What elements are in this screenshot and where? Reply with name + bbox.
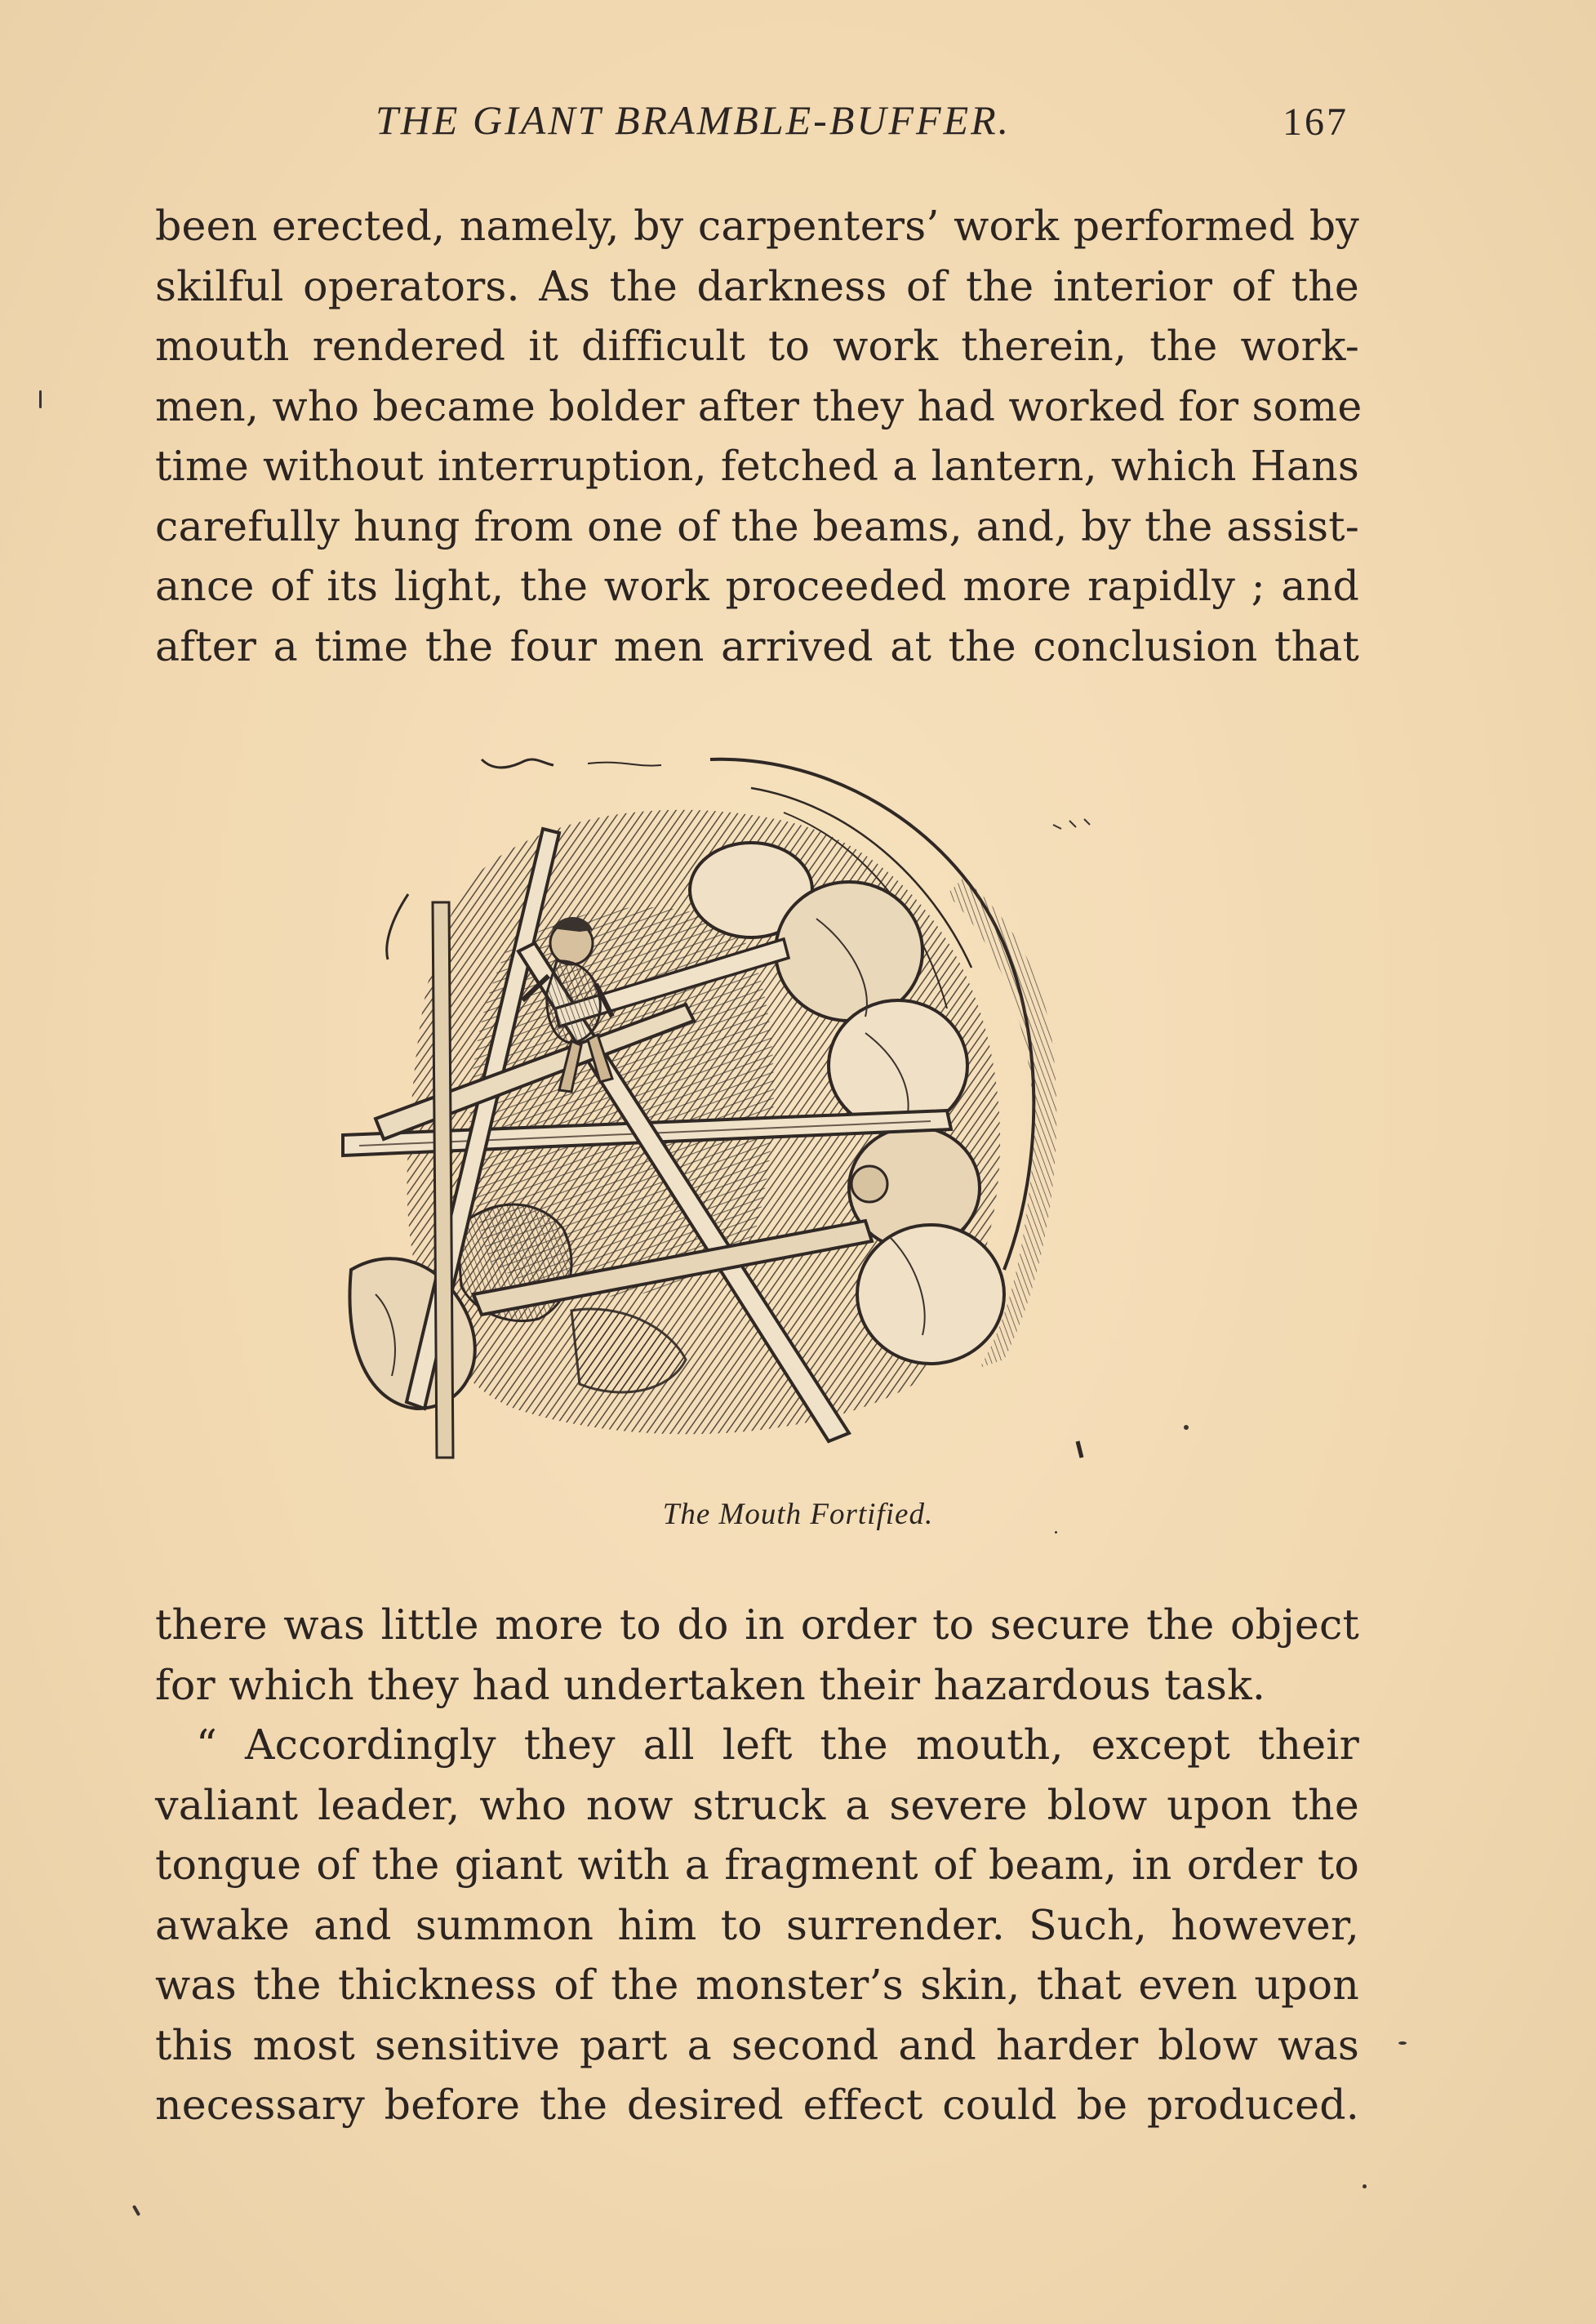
- paper-speck: [1398, 2041, 1407, 2045]
- text-line: mouth rendered it difficult to work therein, the work-: [155, 322, 1359, 370]
- mouth-fortified-engraving: [327, 739, 1167, 1498]
- text-line: was the thickness of the monster’s skin, that even upon: [155, 1961, 1359, 2009]
- paragraph-1: [155, 196, 1363, 676]
- paper-speck: [39, 390, 42, 408]
- text-line: after a time the four men arrived at the conclusion that: [155, 621, 1359, 670]
- paper-speck: [1184, 1425, 1189, 1430]
- page-number: 167: [1283, 100, 1349, 144]
- paper-speck: [1363, 2184, 1367, 2188]
- text-line: time without interruption, fetched a lantern, which Hans: [155, 442, 1359, 490]
- text-line: this most sensitive part a second and harder blow was: [155, 2020, 1359, 2069]
- text-line: skilful operators. As the darkness of the interior of the: [155, 261, 1359, 310]
- paragraph-2: [155, 1595, 1359, 1715]
- text-line: awake and summon him to surrender. Such, however,: [155, 1900, 1359, 1949]
- paragraph-3: [155, 1715, 1359, 2135]
- text-line: “ Accordingly they all left the mouth, except their: [196, 1721, 1359, 1769]
- running-head: [155, 96, 1355, 154]
- text-line: carefully hung from one of the beams, and, by the assist-: [155, 501, 1359, 550]
- paper-speck: [132, 2205, 140, 2216]
- text-line: for which they had undertaken their hazardous task.: [155, 1660, 1266, 1709]
- running-title: THE GIANT BRAMBLE-BUFFER.: [376, 97, 1011, 143]
- beam-vertical-left: [433, 902, 453, 1458]
- text-line: necessary before the desired effect could be produced.: [155, 2081, 1359, 2129]
- illustration-caption: The Mouth Fortified.: [662, 1498, 934, 1531]
- text-line: been erected, namely, by carpenters’ work performed by: [155, 202, 1359, 250]
- paper-speck: [1055, 1531, 1057, 1534]
- text-line: ance of its light, the work proceeded more rapidly ; and: [155, 562, 1359, 610]
- text-line: men, who became bolder after they had worked for some: [155, 381, 1363, 430]
- text-line: valiant leader, who now struck a severe blow upon the: [155, 1780, 1359, 1829]
- text-line: there was little more to do in order to secure the object: [155, 1601, 1359, 1649]
- text-line: tongue of the giant with a fragment of beam, in order to: [155, 1841, 1359, 1889]
